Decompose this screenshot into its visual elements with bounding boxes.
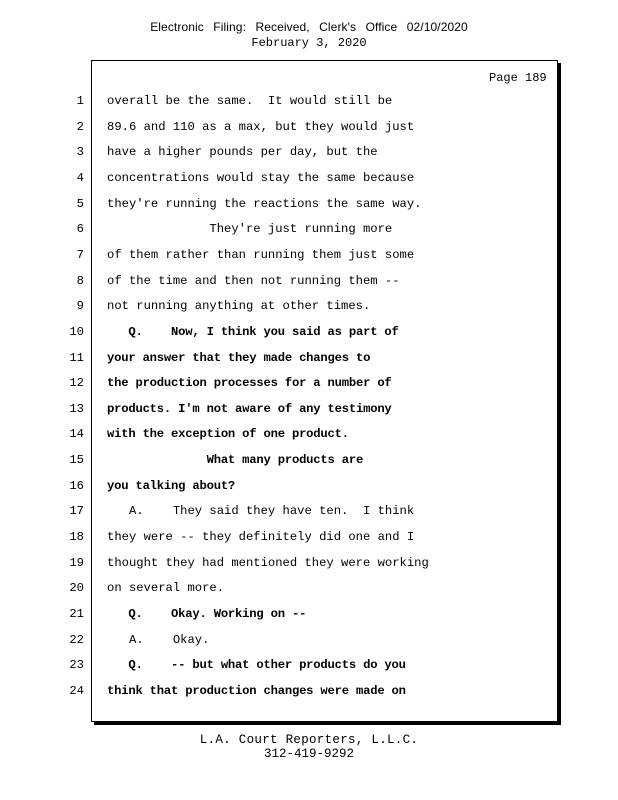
- line-number: 12: [69, 376, 84, 391]
- line-number: 16: [69, 478, 84, 493]
- transcript-line: [0, 581, 618, 601]
- line-number: 3: [76, 145, 84, 160]
- line-number: 10: [69, 324, 84, 339]
- line-number: 9: [76, 299, 84, 314]
- transcript-line: [0, 325, 618, 345]
- line-text: They're just running more: [107, 222, 393, 237]
- line-text: What many products are: [107, 453, 364, 468]
- line-number: 24: [69, 683, 84, 698]
- line-number: 20: [69, 581, 84, 596]
- line-number: 7: [76, 247, 84, 262]
- line-text: Q. Now, I think you said as part of: [107, 324, 399, 339]
- transcript-line: [0, 120, 618, 140]
- transcript-line: [0, 607, 618, 627]
- line-number: 13: [69, 401, 84, 416]
- line-text: thought they had mentioned they were working: [107, 555, 429, 570]
- line-number: 2: [76, 119, 84, 134]
- transcript-line: [0, 530, 618, 550]
- transcript-line: [0, 171, 618, 191]
- line-number: 17: [69, 504, 84, 519]
- line-text: with the exception of one product.: [107, 427, 349, 442]
- reporter-name: L.A. Court Reporters, L.L.C.: [199, 733, 419, 747]
- line-text: Q. -- but what other products do you: [107, 658, 406, 673]
- line-number: 8: [76, 273, 84, 288]
- transcript-line: [0, 402, 618, 422]
- transcript-line: [0, 274, 618, 294]
- line-text: products. I'm not aware of any testimony: [107, 401, 392, 416]
- transcript-line: [0, 684, 618, 704]
- line-text: Q. Okay. Working on --: [107, 607, 307, 621]
- transcript-line: [0, 94, 618, 114]
- transcript-line: [0, 145, 618, 165]
- line-number: 1: [76, 94, 84, 108]
- line-text: the production processes for a number of: [107, 376, 392, 391]
- line-text: A. They said they have ten. I think: [107, 504, 415, 519]
- transcript-line: [0, 504, 618, 524]
- line-number: 18: [69, 530, 84, 545]
- line-text: they were -- they definitely did one and I: [107, 530, 415, 545]
- line-text: they're running the reactions the same way.: [107, 196, 422, 211]
- page-number: Page 189: [489, 71, 547, 85]
- line-number: 5: [76, 196, 84, 211]
- transcript-line: [0, 479, 618, 499]
- transcript-line: [0, 658, 618, 678]
- line-text: have a higher pounds per day, but the: [107, 145, 378, 160]
- line-number: 11: [69, 350, 84, 365]
- line-number: 23: [69, 658, 84, 673]
- transcript-line: [0, 453, 618, 473]
- line-number: 21: [69, 607, 84, 621]
- transcript-line: [0, 351, 618, 371]
- line-number: 19: [69, 555, 84, 570]
- line-text: A. Okay.: [107, 632, 210, 647]
- transcript-line: [0, 376, 618, 396]
- filing-stamp: Electronic Filing: Received, Clerk's Office 02/10/2020: [150, 20, 468, 34]
- line-number: 22: [69, 632, 84, 647]
- transcript-date: February 3, 2020: [251, 36, 367, 50]
- line-number: 15: [69, 453, 84, 468]
- line-text: you talking about?: [107, 478, 236, 493]
- line-number: 4: [76, 170, 84, 185]
- transcript-line: [0, 633, 618, 653]
- line-text: overall be the same. It would still be: [107, 94, 393, 108]
- transcript-line: [0, 248, 618, 268]
- line-text: 89.6 and 110 as a max, but they would just: [107, 119, 415, 134]
- line-number: 6: [76, 222, 84, 237]
- transcript-line: [0, 197, 618, 217]
- line-text: your answer that they made changes to: [107, 350, 371, 365]
- line-text: of them rather than running them just some: [107, 247, 415, 262]
- line-text: think that production changes were made on: [107, 683, 406, 698]
- transcript-line: [0, 299, 618, 319]
- line-text: on several more.: [107, 581, 225, 596]
- transcript-line: [0, 427, 618, 447]
- line-text: not running anything at other times.: [107, 299, 371, 314]
- transcript-line: [0, 556, 618, 576]
- line-number: 14: [69, 427, 84, 442]
- transcript-line: [0, 222, 618, 242]
- line-text: concentrations would stay the same because: [107, 170, 415, 185]
- reporter-phone: 312-419-9292: [263, 747, 354, 761]
- line-text: of the time and then not running them --: [107, 273, 400, 288]
